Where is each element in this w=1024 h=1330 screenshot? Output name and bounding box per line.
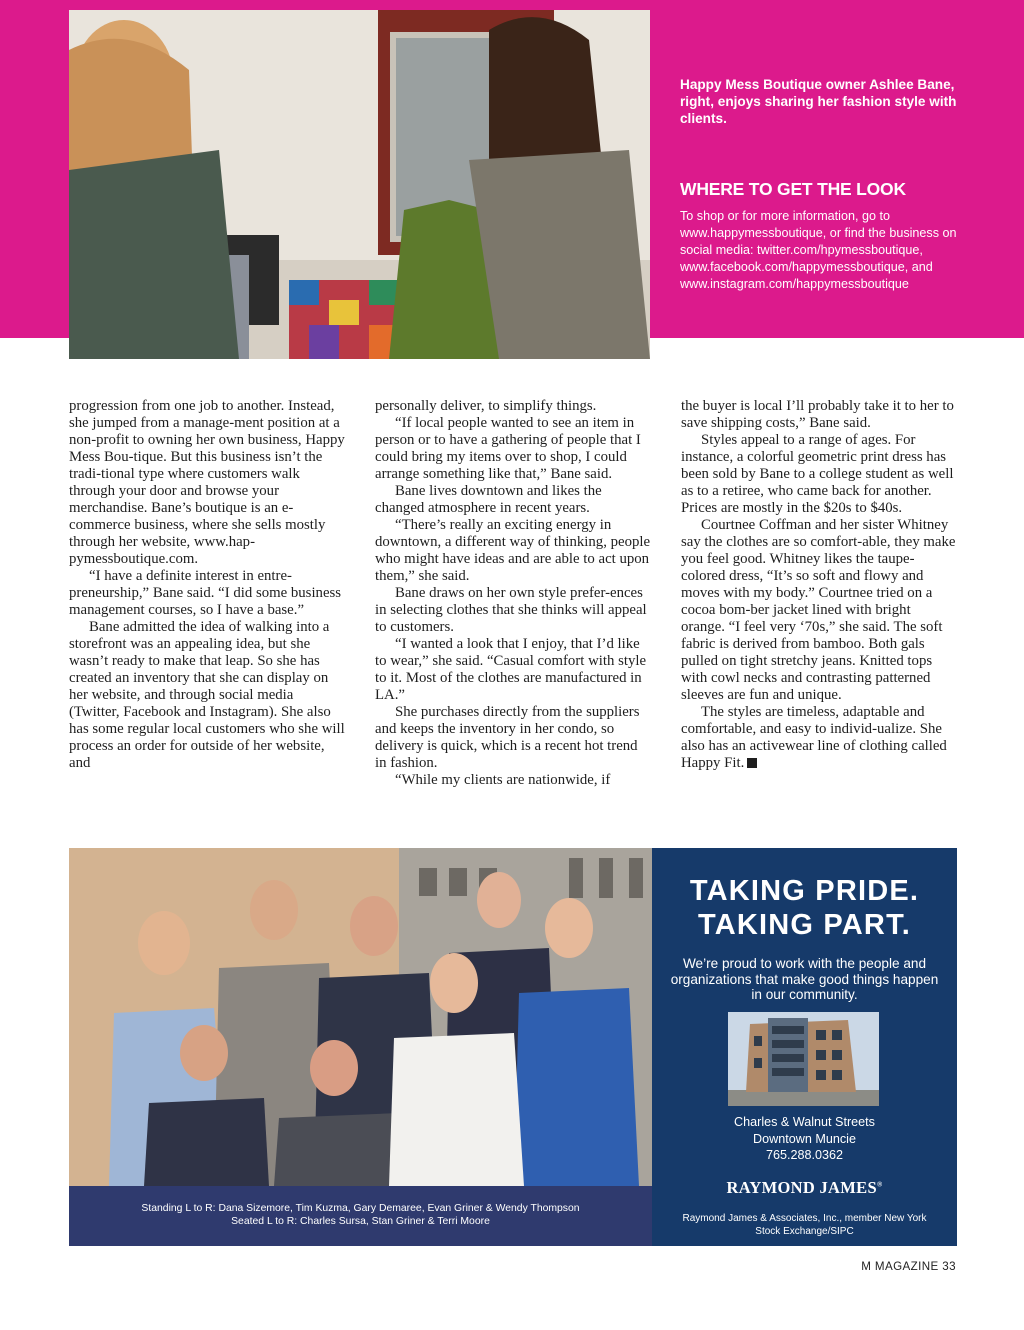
office-address [652,1114,957,1164]
phone-number: 765.288.0362 [765,1148,844,1162]
standing-caption: Standing L to R: Dana Sizemore, Tim Kuzma, Gary Demaree, Evan Griner & Wendy Thompson [141,1203,580,1214]
ad-text-panel [652,848,957,1246]
article-paragraph: “I wanted a look that I enjoy, that I’d like to wear,” she said. “Casual comfort with style to it. Most of the clothes are manufactured in LA.” [375,636,647,703]
article-column-3 [681,398,957,772]
feature-sidebar [680,76,970,293]
address-city: Downtown Muncie [753,1131,856,1146]
raymond-james-advertisement [69,848,957,1246]
group-photo-caption [69,1186,652,1246]
ad-headline [652,874,957,942]
article-paragraph: Bane draws on her own style prefer-ences in selecting clothes that she thinks will appeal to customers. [375,585,647,635]
ad-headline-line-1: TAKING PRIDE. [689,875,920,907]
registered-mark: ® [876,1180,883,1189]
photo-caption: Happy Mess Boutique owner Ashlee Bane, right, enjoys sharing her fashion style with clients. [680,77,957,126]
where-to-get-the-look-text: To shop or for more information, go to www.happymessboutique, or find the business on social media: twitter.com/hpymessboutique, www.facebook.com/happymessboutique, and www.instagram.com/happymessboutique [680,209,957,291]
boutique-photo-illustration [69,10,650,359]
advisor-group-photo [69,848,652,1186]
seated-caption: Seated L to R: Charles Sursa, Stan Griner & Terri Moore [231,1215,490,1227]
article-paragraph: Bane lives downtown and likes the changed atmosphere in recent years. [375,483,602,516]
ad-headline-line-2: TAKING PART. [697,909,912,941]
brand-name: RAYMOND JAMES [726,1178,877,1197]
page-folio: M MAGAZINE 33 [861,1260,956,1273]
article-paragraph: personally deliver, to simplify things. [375,398,597,414]
end-of-article-mark [747,758,757,768]
article-paragraph: “While my clients are nationwide, if [395,772,611,788]
article-paragraph: She purchases directly from the suppliers and keeps the inventory in her condo, so delivery is quick, which is a recent hot trend in fashion. [375,704,640,771]
article-paragraph: Bane admitted the idea of walking into a storefront was an appealing idea, but she wasn’t ready to make that leap. So she has created an inventory that she can display on her website, and through social media (Twitter, Facebook and Instagram). She also has some regular local customers who she will process an order for outside of her website, and [69,619,345,771]
address-street: Charles & Walnut Streets [734,1115,875,1129]
article-column-1 [69,398,345,772]
boutique-photo [69,10,650,359]
article-paragraph: Courtnee Coffman and her sister Whitney say the clothes are so comfort-able, they make you feel good. Whitney likes the taupe-colored dress, “It’s so soft and flowy and moves with my body.” Courtnee tried on a cocoa bom-ber jacket lined with bright orange. “I feel very ‘70s,” she said. The soft fabric is derived from bamboo. Both gals pulled on tight stretchy jeans. Knitted tops with cowl necks and contrasting patterned sleeves are fun and unique. [681,517,956,703]
ad-legal-disclaimer: Raymond James & Associates, Inc., member New York Stock Exchange/SIPC [682,1213,927,1237]
article-paragraph: “There’s really an exciting energy in downtown, a different way of thinking, people who might have ideas and are able to act upon them,” she said. [375,517,651,584]
article-paragraph: progression from one job to another. Instead, she jumped from a manage-ment position at a non-profit to owning her own business, Happy Mess Bou-tique. But this business isn’t the tradi-tional type where customers walk through your door and browse your merchandise. Bane’s boutique is an e-commerce business, where she sells mostly through her website, www.hap-pymessboutique.com. [69,398,345,567]
ad-tagline: We’re proud to work with the people and organizations that make good things happen in our community. [670,956,939,1003]
where-to-get-the-look-heading: WHERE TO GET THE LOOK [680,179,906,199]
advisor-group-photo-illustration [69,848,652,1186]
article-paragraph: the buyer is local I’ll probably take it to her to save shipping costs,” Bane said. [681,398,954,431]
article-column-2 [375,398,651,789]
article-paragraph: “If local people wanted to see an item in person or to have a gathering of people that I could bring my items over to shop, I could arrange something like that,” Bane said. [375,415,641,482]
raymond-james-logo [652,1178,957,1198]
office-building-illustration [728,1012,879,1106]
article-paragraph: “I have a definite interest in entre-preneurship,” Bane said. “I did some business management courses, so I have a base.” [69,568,342,618]
office-building-photo [728,1012,879,1106]
article-paragraph-text: The styles are timeless, adaptable and comfortable, and easy to individ-ualize. She also has an activewear line of clothing called Happy Fit. [681,704,947,771]
article-paragraph: Styles appeal to a range of ages. For instance, a colorful geometric print dress has been sold by Bane to a college student as well as to a retiree, who came back for another. Prices are mostly in the $20s to $40s. [681,432,954,516]
article-last-paragraph [681,704,957,772]
